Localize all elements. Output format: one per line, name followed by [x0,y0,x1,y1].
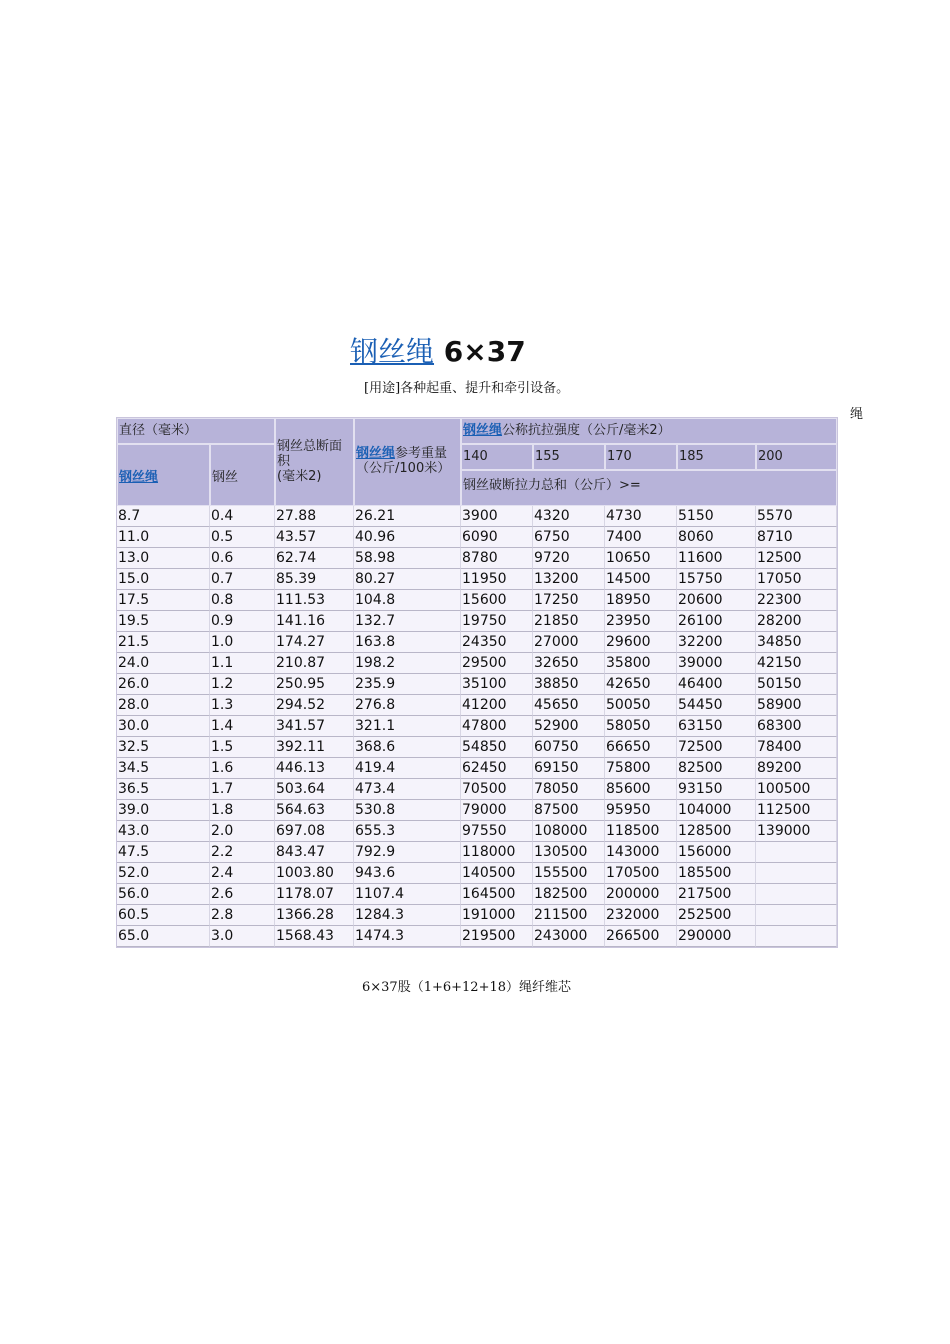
cell-force-200: 89200 [756,758,837,779]
cell-weight: 368.6 [354,737,461,758]
cell-force-155: 78050 [533,779,605,800]
cell-force-185: 104000 [677,800,756,821]
cell-force-185: 290000 [677,926,756,947]
cell-weight: 419.4 [354,758,461,779]
cell-rope-diameter: 26.0 [117,674,210,695]
cell-force-140: 219500 [461,926,533,947]
table-row [117,926,837,947]
table-row [117,716,837,737]
cell-wire-diameter: 1.0 [210,632,275,653]
header-wire-diameter: 钢丝 [210,444,275,506]
cell-weight: 132.7 [354,611,461,632]
table-row [117,863,837,884]
cell-area: 1366.28 [275,905,354,926]
table-row [117,821,837,842]
cell-force-185: 46400 [677,674,756,695]
cell-wire-diameter: 1.1 [210,653,275,674]
cell-rope-diameter: 13.0 [117,548,210,569]
cell-wire-diameter: 1.6 [210,758,275,779]
cell-force-140: 140500 [461,863,533,884]
cell-force-140: 62450 [461,758,533,779]
cell-force-140: 191000 [461,905,533,926]
table-row [117,611,837,632]
cell-area: 446.13 [275,758,354,779]
cell-wire-diameter: 2.4 [210,863,275,884]
header-strength-label: 公称抗拉强度（公斤/毫米2） [502,423,671,438]
header-strength [461,418,837,444]
cell-force-170: 118500 [605,821,677,842]
cell-force-185: 11600 [677,548,756,569]
cell-force-155: 155500 [533,863,605,884]
cell-force-200 [756,863,837,884]
cell-wire-diameter: 2.6 [210,884,275,905]
cell-area: 250.95 [275,674,354,695]
cell-area: 392.11 [275,737,354,758]
cell-rope-diameter: 52.0 [117,863,210,884]
header-rope-diameter [117,444,210,506]
header-weight [354,418,461,506]
cell-force-140: 70500 [461,779,533,800]
header-weight-link[interactable]: 钢丝绳 [356,446,396,461]
cell-rope-diameter: 30.0 [117,716,210,737]
cell-rope-diameter: 8.7 [117,506,210,527]
cell-rope-diameter: 56.0 [117,884,210,905]
cell-force-170: 50050 [605,695,677,716]
cell-weight: 1107.4 [354,884,461,905]
cell-force-155: 17250 [533,590,605,611]
cell-wire-diameter: 1.7 [210,779,275,800]
cell-force-170: 95950 [605,800,677,821]
cell-force-140: 6090 [461,527,533,548]
cell-area: 341.57 [275,716,354,737]
cell-rope-diameter: 65.0 [117,926,210,947]
cell-force-140: 164500 [461,884,533,905]
cell-force-170: 42650 [605,674,677,695]
cell-area: 294.52 [275,695,354,716]
cell-force-200: 100500 [756,779,837,800]
cell-wire-diameter: 1.3 [210,695,275,716]
cell-weight: 198.2 [354,653,461,674]
cell-force-200 [756,926,837,947]
cell-force-140: 97550 [461,821,533,842]
cell-rope-diameter: 28.0 [117,695,210,716]
cell-force-200: 50150 [756,674,837,695]
cell-force-170: 75800 [605,758,677,779]
cell-rope-diameter: 24.0 [117,653,210,674]
cell-wire-diameter: 2.8 [210,905,275,926]
cell-weight: 943.6 [354,863,461,884]
cell-weight: 80.27 [354,569,461,590]
cell-force-170: 10650 [605,548,677,569]
cell-wire-diameter: 0.7 [210,569,275,590]
cell-force-185: 32200 [677,632,756,653]
cell-area: 697.08 [275,821,354,842]
cell-force-200: 42150 [756,653,837,674]
header-area-label: 钢丝总断面积 [277,439,343,469]
cell-force-200: 28200 [756,611,837,632]
cell-area: 141.16 [275,611,354,632]
cell-rope-diameter: 17.5 [117,590,210,611]
cell-rope-diameter: 36.5 [117,779,210,800]
cell-force-170: 58050 [605,716,677,737]
table-row [117,695,837,716]
cell-weight: 655.3 [354,821,461,842]
table-row [117,905,837,926]
cell-force-185: 26100 [677,611,756,632]
cell-rope-diameter: 32.5 [117,737,210,758]
cell-force-185: 93150 [677,779,756,800]
cell-area: 174.27 [275,632,354,653]
cell-force-140: 3900 [461,506,533,527]
cell-area: 43.57 [275,527,354,548]
cell-force-155: 130500 [533,842,605,863]
cell-force-155: 38850 [533,674,605,695]
table-row [117,653,837,674]
table-row [117,800,837,821]
cell-rope-diameter: 34.5 [117,758,210,779]
cell-force-185: 217500 [677,884,756,905]
cell-weight: 473.4 [354,779,461,800]
cell-weight: 26.21 [354,506,461,527]
cell-area: 111.53 [275,590,354,611]
table-row [117,590,837,611]
cell-force-170: 85600 [605,779,677,800]
cell-force-140: 47800 [461,716,533,737]
table-row [117,737,837,758]
table-row [117,632,837,653]
cell-weight: 1284.3 [354,905,461,926]
cell-force-140: 11950 [461,569,533,590]
header-area-unit: (毫米2) [277,469,322,484]
cell-force-200: 58900 [756,695,837,716]
cell-force-185: 8060 [677,527,756,548]
cell-force-140: 79000 [461,800,533,821]
cell-force-185: 185500 [677,863,756,884]
cell-force-200: 34850 [756,632,837,653]
cell-force-200: 112500 [756,800,837,821]
cell-force-170: 4730 [605,506,677,527]
cell-force-185: 39000 [677,653,756,674]
cell-force-200: 8710 [756,527,837,548]
page-title [350,330,526,370]
header-grade-155: 155 [533,444,605,470]
cell-force-155: 4320 [533,506,605,527]
cell-area: 503.64 [275,779,354,800]
cell-area: 843.47 [275,842,354,863]
cell-weight: 1474.3 [354,926,461,947]
cell-wire-diameter: 1.2 [210,674,275,695]
table-row [117,779,837,800]
cell-force-155: 52900 [533,716,605,737]
cell-force-170: 200000 [605,884,677,905]
cell-force-155: 211500 [533,905,605,926]
cell-force-170: 18950 [605,590,677,611]
cell-force-185: 156000 [677,842,756,863]
side-fragment-text: 绳 [850,407,864,422]
cell-force-185: 20600 [677,590,756,611]
header-strength-link[interactable]: 钢丝绳 [463,423,503,438]
cell-force-155: 45650 [533,695,605,716]
cell-weight: 40.96 [354,527,461,548]
cell-rope-diameter: 39.0 [117,800,210,821]
title-link-steel-rope[interactable]: 钢丝绳 [350,335,435,368]
cell-area: 1178.07 [275,884,354,905]
cell-force-185: 5150 [677,506,756,527]
cell-area: 564.63 [275,800,354,821]
header-grade-140: 140 [461,444,533,470]
table-row [117,548,837,569]
cell-force-155: 108000 [533,821,605,842]
cell-rope-diameter: 43.0 [117,821,210,842]
cell-force-170: 232000 [605,905,677,926]
table-row [117,506,837,527]
header-diameter-group: 直径（毫米） [117,418,275,444]
table-caption: 6×37股（1+6+12+18）绳纤维芯 [362,980,572,995]
cell-force-140: 35100 [461,674,533,695]
header-breaking-force: 钢丝破断拉力总和（公斤）>= [461,470,837,506]
cell-force-185: 72500 [677,737,756,758]
cell-rope-diameter: 60.5 [117,905,210,926]
cell-force-140: 8780 [461,548,533,569]
header-area [275,418,354,506]
table-row [117,758,837,779]
cell-force-140: 19750 [461,611,533,632]
cell-force-155: 27000 [533,632,605,653]
cell-force-140: 15600 [461,590,533,611]
cell-wire-diameter: 3.0 [210,926,275,947]
cell-force-170: 143000 [605,842,677,863]
cell-weight: 792.9 [354,842,461,863]
header-rope-link[interactable]: 钢丝绳 [119,469,159,485]
cell-force-155: 21850 [533,611,605,632]
cell-force-170: 14500 [605,569,677,590]
cell-wire-diameter: 2.0 [210,821,275,842]
cell-wire-diameter: 0.8 [210,590,275,611]
cell-rope-diameter: 15.0 [117,569,210,590]
table-row [117,569,837,590]
cell-wire-diameter: 0.6 [210,548,275,569]
cell-force-200: 22300 [756,590,837,611]
cell-force-155: 9720 [533,548,605,569]
cell-weight: 321.1 [354,716,461,737]
cell-wire-diameter: 1.5 [210,737,275,758]
cell-force-155: 243000 [533,926,605,947]
table-row [117,527,837,548]
cell-area: 62.74 [275,548,354,569]
cell-force-170: 170500 [605,863,677,884]
cell-force-140: 29500 [461,653,533,674]
cell-force-140: 54850 [461,737,533,758]
cell-wire-diameter: 0.9 [210,611,275,632]
cell-force-140: 24350 [461,632,533,653]
table-row [117,842,837,863]
cell-force-140: 41200 [461,695,533,716]
cell-force-155: 69150 [533,758,605,779]
cell-force-200: 68300 [756,716,837,737]
cell-force-155: 60750 [533,737,605,758]
steel-rope-spec-table [116,417,838,948]
usage-text: [用途]各种起重、提升和牵引设备。 [364,381,570,396]
cell-wire-diameter: 0.5 [210,527,275,548]
cell-force-200 [756,842,837,863]
cell-area: 1003.80 [275,863,354,884]
cell-weight: 163.8 [354,632,461,653]
header-weight-label: 参考重量（公斤/100米） [356,446,451,476]
header-grade-170: 170 [605,444,677,470]
cell-force-200 [756,905,837,926]
cell-force-200: 139000 [756,821,837,842]
cell-force-185: 15750 [677,569,756,590]
cell-force-200 [756,884,837,905]
cell-area: 1568.43 [275,926,354,947]
cell-force-170: 266500 [605,926,677,947]
cell-wire-diameter: 1.8 [210,800,275,821]
spec-table-body [117,506,837,947]
cell-force-200: 12500 [756,548,837,569]
cell-area: 210.87 [275,653,354,674]
cell-force-185: 54450 [677,695,756,716]
cell-force-170: 35800 [605,653,677,674]
cell-force-155: 32650 [533,653,605,674]
cell-force-185: 63150 [677,716,756,737]
cell-area: 85.39 [275,569,354,590]
cell-force-170: 7400 [605,527,677,548]
cell-rope-diameter: 11.0 [117,527,210,548]
cell-force-155: 6750 [533,527,605,548]
cell-force-170: 29600 [605,632,677,653]
cell-weight: 235.9 [354,674,461,695]
cell-force-155: 87500 [533,800,605,821]
cell-force-155: 182500 [533,884,605,905]
cell-force-200: 78400 [756,737,837,758]
cell-force-185: 252500 [677,905,756,926]
table-row [117,674,837,695]
cell-force-170: 66650 [605,737,677,758]
cell-force-185: 128500 [677,821,756,842]
cell-wire-diameter: 0.4 [210,506,275,527]
cell-force-170: 23950 [605,611,677,632]
table-row [117,884,837,905]
cell-force-185: 82500 [677,758,756,779]
title-spec: 6×37 [443,335,526,368]
cell-rope-diameter: 19.5 [117,611,210,632]
header-grade-200: 200 [756,444,837,470]
cell-wire-diameter: 2.2 [210,842,275,863]
cell-force-140: 118000 [461,842,533,863]
cell-weight: 58.98 [354,548,461,569]
cell-force-200: 5570 [756,506,837,527]
header-grade-185: 185 [677,444,756,470]
cell-force-200: 17050 [756,569,837,590]
cell-weight: 276.8 [354,695,461,716]
cell-weight: 104.8 [354,590,461,611]
cell-rope-diameter: 21.5 [117,632,210,653]
cell-wire-diameter: 1.4 [210,716,275,737]
cell-area: 27.88 [275,506,354,527]
cell-force-155: 13200 [533,569,605,590]
cell-rope-diameter: 47.5 [117,842,210,863]
cell-weight: 530.8 [354,800,461,821]
